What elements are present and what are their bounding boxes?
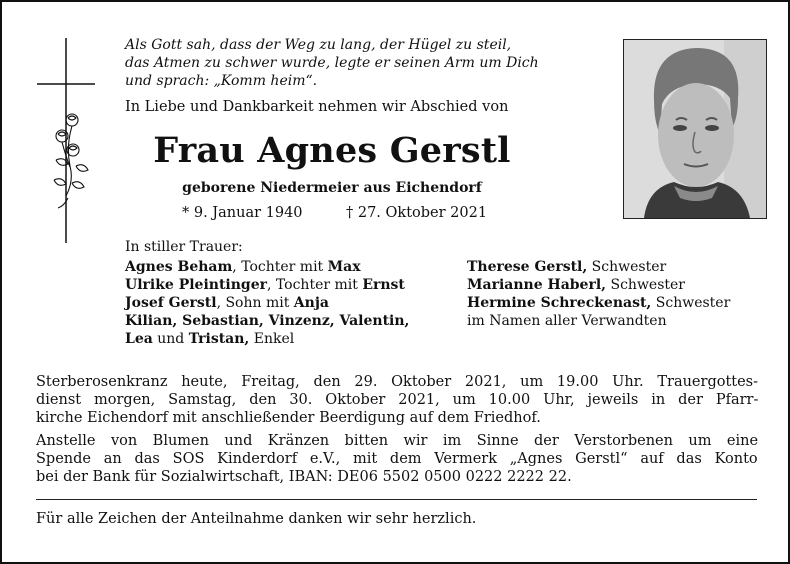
mourner-entry: Therese Gerstl, Schwester <box>467 259 667 275</box>
mourner-entry: Josef Gerstl, Sohn mit Anja <box>125 295 329 311</box>
mourner-entry: Ulrike Pleintinger, Tochter mit Ernst <box>125 277 405 293</box>
paragraph-line: Sterberosenkranz heute, Freitag, den 29. Oktober 2021, um 19.00 Uhr. Trauergottes- <box>36 374 759 390</box>
poem <box>125 36 605 90</box>
birth-name: geborene Niedermeier aus Eichendorf <box>182 180 482 196</box>
paragraph-line: Spende an das SOS Kinderdorf e.V., mit dem Vermerk „Agnes Gerstl“ auf das Konto <box>36 451 758 467</box>
paragraph-line: kirche Eichendorf mit anschließender Beerdigung auf dem Friedhof. <box>36 410 541 426</box>
paragraph-line: dienst morgen, Samstag, den 30. Oktober 2021, um 10.00 Uhr, jeweils in der Pfarr- <box>36 392 759 408</box>
mourner-entry: im Namen aller Verwandten <box>467 313 667 329</box>
farewell-intro: In Liebe und Dankbarkeit nehmen wir Abschied von <box>125 99 509 115</box>
mourners-right-column <box>467 258 767 330</box>
mourners-left-column <box>125 258 455 348</box>
poem-line: und sprach: „Komm heim“. <box>125 73 318 89</box>
divider <box>36 499 757 500</box>
paragraph-line: Anstelle von Blumen und Kränzen bitten wir im Sinne der Verstorbenen um eine <box>36 433 759 449</box>
donation-paragraph <box>36 432 758 486</box>
poem-line: das Atmen zu schwer wurde, legte er seinen Arm um Dich <box>125 55 539 71</box>
mourners-label: In stiller Trauer: <box>125 239 243 255</box>
mourner-entry: Hermine Schreckenast, Schwester <box>467 295 731 311</box>
mourner-entry: Lea und Tristan, Enkel <box>125 331 295 347</box>
paragraph-line: bei der Bank für Sozialwirtschaft, IBAN: DE06 5502 0500 0222 2222 22. <box>36 469 572 485</box>
portrait-photo <box>623 39 767 219</box>
poem-line: Als Gott sah, dass der Weg zu lang, der Hügel zu steil, <box>125 37 512 53</box>
service-info-paragraph <box>36 373 758 427</box>
portrait-icon <box>624 40 766 218</box>
mourner-entry: Kilian, Sebastian, Vinzenz, Valentin, <box>125 313 410 329</box>
closing-thanks: Für alle Zeichen der Anteilnahme danken wir sehr herzlich. <box>36 511 477 527</box>
mourner-entry: Agnes Beham, Tochter mit Max <box>125 259 361 275</box>
birth-date: * 9. Januar 1940 <box>182 205 303 221</box>
death-date: † 27. Oktober 2021 <box>346 205 488 221</box>
deceased-name: Frau Agnes Gerstl <box>153 130 511 171</box>
mourner-entry: Marianne Haberl, Schwester <box>467 277 686 293</box>
